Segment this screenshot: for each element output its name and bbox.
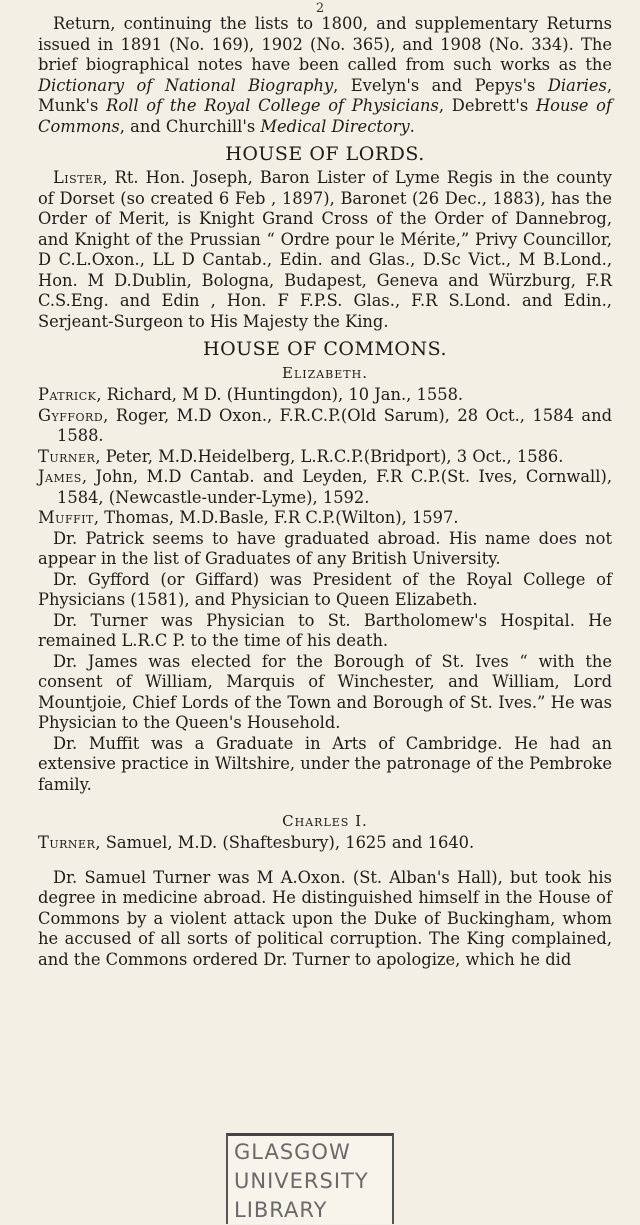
entry-text: , Richard, M D. (Huntingdon), 10 Jan., 1558. bbox=[96, 385, 464, 404]
entry-name: Patrick bbox=[38, 385, 97, 404]
library-stamp bbox=[226, 1133, 394, 1224]
entry-name: Turner bbox=[38, 833, 96, 852]
intro-paragraph bbox=[38, 14, 612, 137]
intro-text: . bbox=[409, 116, 415, 136]
stamp-line: LIBRARY bbox=[234, 1198, 328, 1222]
member-entry bbox=[38, 467, 612, 508]
stamp-line: UNIVERSITY bbox=[234, 1169, 369, 1193]
intro-text: , Debrett's bbox=[438, 96, 536, 115]
note-paragraph: Dr. James was elected for the Borough of St. Ives “ with the consent of William, Marquis of Winchester, and William, Lord Mountjoie, Chief Lords of the Town and Borough of St. Ives.” He was Physician to the Queen's Household. bbox=[38, 651, 612, 732]
work-title: Roll of the Royal College of Physicians bbox=[106, 96, 439, 115]
note-paragraph: Dr. Gyfford (or Giffard) was President of the Royal College of Physicians (1581), and Physician to Queen Elizabeth. bbox=[38, 569, 612, 609]
section-heading-commons: HOUSE OF COMMONS. bbox=[203, 338, 447, 360]
intro-text: , and Churchill's bbox=[119, 116, 261, 136]
work-title: Medical Directory bbox=[260, 116, 410, 136]
intro-text: , Munk's bbox=[38, 75, 612, 115]
work-title: Dictionary of National Biography bbox=[38, 75, 334, 95]
member-entry bbox=[38, 447, 612, 468]
entry-text: , John, M.D Cantab. and Leyden, F.R C.P.(St. Ives, Cornwall), 1584, (Newcastle-under-Lyme), 1592. bbox=[57, 467, 612, 507]
subheading-elizabeth: Elizabeth. bbox=[282, 364, 368, 382]
stamp-line: GLASGOW bbox=[234, 1140, 351, 1164]
entry-name: James bbox=[38, 467, 82, 486]
entry-name: Muffit bbox=[38, 508, 94, 527]
entry-text: , Roger, M.D Oxon., F.R.C.P.(Old Sarum), 28 Oct., 1584 and 1588. bbox=[57, 405, 612, 445]
work-title: Diaries bbox=[547, 75, 607, 95]
entry-text: , Rt. Hon. Joseph, Baron Lister of Lyme Regis in the county of Dorset (so created 6 Feb , 1897), Baronet (26 Dec., 1883), has the Order of Merit, is Knight Grand Cross of the Order of Dannebrog, and Knight of the Prussian “ Ordre pour le Mérite,” Privy Councillor, D C.L.Oxon., LL D Cantab., Edin. and Glas., D.Sc Vict., M B.Lond., Hon. M D.Dublin, Bologna, Budapest, Geneva and Würzburg, F.R C.S.Eng. and Edin , Hon. F F.P.S. Glas., F.R S.Lond. and Edin., Serjeant-Surgeon to His Majesty the King. bbox=[38, 168, 612, 331]
entry-name: Gyfford bbox=[38, 405, 104, 425]
note-paragraph: Dr. Turner was Physician to St. Bartholomew's Hospital. He remained L.R.C P. to the time of his death. bbox=[38, 610, 612, 650]
entry-text: , Thomas, M.D.Basle, F.R C.P.(Wilton), 1597. bbox=[93, 508, 459, 527]
member-entry bbox=[38, 385, 612, 406]
entry-text: , Samuel, M.D. (Shaftesbury), 1625 and 1640. bbox=[95, 833, 475, 852]
note-paragraph: Dr. Patrick seems to have graduated abroad. His name does not appear in the list of Graduates of any British University. bbox=[38, 528, 612, 568]
entry-name: Lister bbox=[53, 168, 103, 187]
intro-text: , Evelyn's and Pepys's bbox=[333, 75, 548, 95]
entry-text: , Peter, M.D.Heidelberg, L.R.C.P.(Bridport), 3 Oct., 1586. bbox=[95, 446, 564, 466]
note-paragraph: Dr. Samuel Turner was M A.Oxon. (St. Alban's Hall), but took his degree in medicine abroad. He distinguished himself in the House of Commons by a violent attack upon the Duke of Buckingham, whom he accused of all sorts of political corruption. The King complained, and the Commons ordered Dr. Turner to apologize, which he did bbox=[38, 867, 612, 969]
note-paragraph: Dr. Muffit was a Graduate in Arts of Cambridge. He had an extensive practice in Wiltshire, under the patronage of the Pembroke family. bbox=[38, 733, 612, 794]
work-title: House of Commons bbox=[38, 96, 613, 136]
member-entry bbox=[38, 833, 612, 854]
spacer bbox=[38, 854, 612, 868]
lords-entry bbox=[38, 168, 612, 332]
page-number: 2 bbox=[315, 1, 325, 16]
section-heading-lords: HOUSE OF LORDS. bbox=[225, 143, 425, 165]
subheading-charles: Charles I. bbox=[282, 812, 368, 830]
intro-text: Return, continuing the lists to 1800, and supplementary Returns issued in 1891 (No. 169), 1902 (No. 365), and 1908 (No. 334). The brief biographical notes have been called from such works as the bbox=[38, 14, 612, 74]
member-entry bbox=[38, 406, 612, 447]
spacer bbox=[38, 795, 612, 809]
member-entry bbox=[38, 508, 612, 529]
entry-name: Turner bbox=[38, 446, 96, 466]
body-text bbox=[38, 14, 612, 970]
